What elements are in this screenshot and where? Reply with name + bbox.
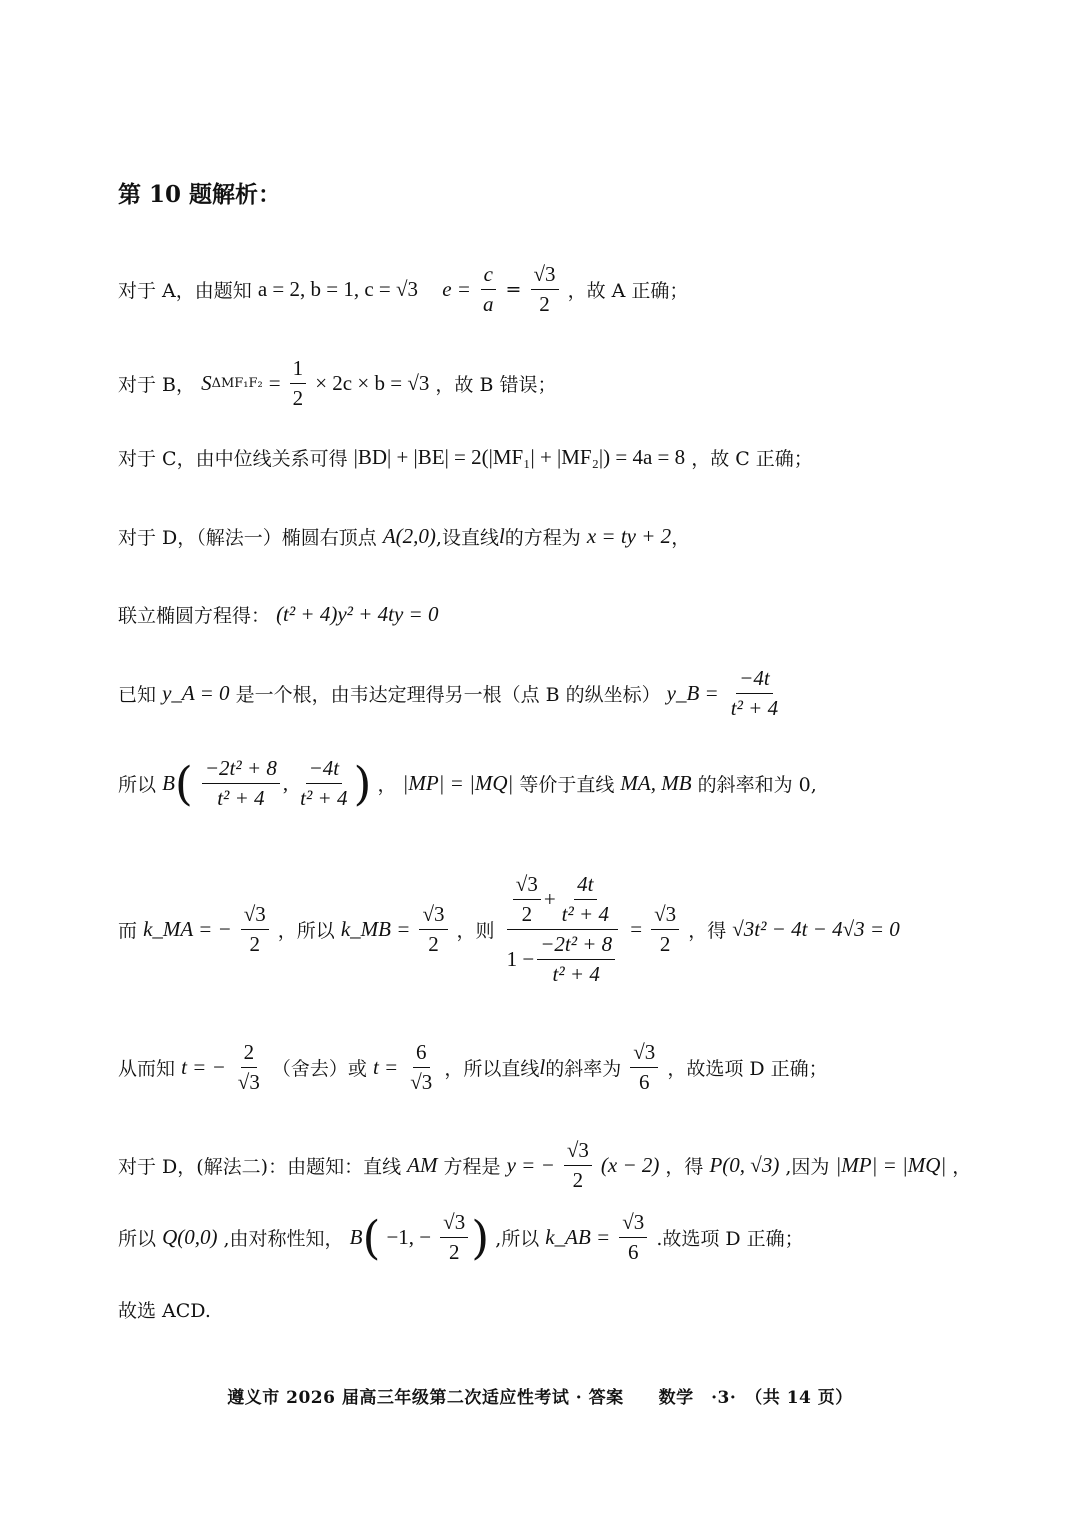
yb-fraction: $\frac{-4t}{\text{t² + 4}}$ — [730, 666, 779, 720]
e-value-fraction: $\frac{√3}{2}$ — [531, 262, 559, 317]
point-b-line: 所以 B( $\frac{\text{−2t² + 8}}{\text{t² + 4}}$ , $\frac{-4t}{\text{t² + 4}}$ ) ， |MP| = |MQ| 等价于直线 MA, MB 的斜率和为 0, — [118, 756, 817, 811]
half-fraction: $\frac{1}{2}$ — [290, 356, 307, 411]
quadratic-result: √3t² − 4t − 4√3 = 0 — [732, 917, 900, 941]
final-answer: 故选 ACD. — [118, 1300, 211, 1322]
section-title: 第 10 题解析： — [118, 181, 282, 208]
t-solution-line: 从而知 t = − $\frac{2}{√3}$ （舍去）或 t = $\frac{6}{√3}$ ，所以直线l的斜率为 $\frac{√3}{6}$ ，故选项 D 正确； — [118, 1040, 828, 1094]
option-b-math: × 2c × b = √3 — [315, 371, 430, 395]
combined-equation: (t² + 4)y² + 4ty = 0 — [276, 602, 439, 626]
e-fraction: $\frac{c}{a}$ — [480, 262, 497, 317]
option-b-line: 对于 B， SΔMF₁F₂ = $\frac{1}{2}$ × 2c × b = √3 ，故 B 错误； — [118, 356, 557, 410]
symmetry-line: 所以 Q(0,0) ,由对称性知， B( −1, − $\frac{√3}{2}$ ) ,所以 k_AB = $\frac{√3}{6}$ .故选项 D 正确； — [118, 1210, 804, 1265]
option-d-method1-line: 对于 D，（解法一）椭圆右顶点 A(2,0),设直线l的方程为 x = ty + 2， — [118, 524, 691, 549]
combined-equation-line: 联立椭圆方程得： (t² + 4)y² + 4ty = 0 — [118, 602, 439, 627]
page-footer: 遵义市 2026 届高三年级第二次适应性考试 · 答案 数学 ·3· （共 14 页） — [227, 1388, 853, 1408]
option-c-line: 对于 C，由中位线关系可得 |BD| + |BE| = 2(|MF₁| + |MF₂|) = 4a = 8 ，故 C 正确； — [118, 445, 813, 470]
option-c-math: |BD| + |BE| = 2(|MF₁| + |MF₂|) = 4a = 8 — [353, 445, 686, 469]
option-d-method2-line: 对于 D，(解法二)：由题知：直线 AM 方程是 y = − $\frac{√3}{2}$ (x − 2) ，得 P(0, √3) ,因为 |MP| = |MQ| ， — [118, 1138, 972, 1192]
slope-equation-line: 而 k_MA = − $\frac{√3}{2}$ ，所以 k_MB = $\frac{√3}{2}$ ，则 $\frac{√3}{2}$ + $\frac{4t}{\text{t² + 4}}$ 1 − $\frac{\text{−2t² + 8}}{\text{t² + 4}}$ = $\frac{√3}{2}$ ，得 √3t² − 4t − 4√3 = 0 — [118, 872, 900, 986]
option-a-math: a = 2, b = 1, c = √3 — [257, 277, 419, 301]
option-a-line: 对于 A，由题知 a = 2, b = 1, c = √3 e = $\frac{c}{a}$ = $\frac{√3}{2}$ ，故 A 正确； — [118, 262, 689, 316]
compound-fraction: $\frac{√3}{2}$ + $\frac{4t}{\text{t² + 4}}$ 1 − $\frac{\text{−2t² + 8}}{\text{t² + 4}}$ — [504, 872, 622, 987]
vieta-line: 已知 y_A = 0 是一个根，由韦达定理得另一根（点 B 的纵坐标） y_B = $\frac{-4t}{\text{t² + 4}}$ — [118, 666, 990, 721]
